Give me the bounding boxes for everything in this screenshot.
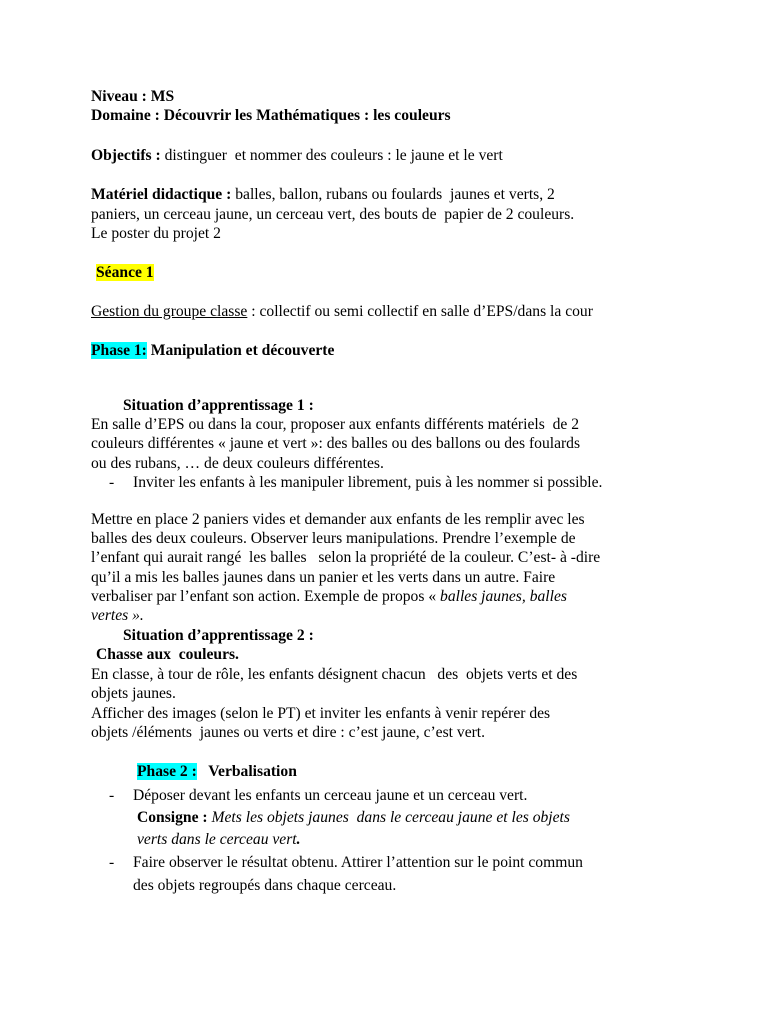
gestion-label: Gestion du groupe classe: [91, 303, 248, 320]
consigne-text-1: Mets les objets jaunes dans le cerceau jaune et les objets: [207, 809, 570, 826]
situation2-title: Situation d’apprentissage 2 :: [123, 627, 314, 644]
situation1-title: Situation d’apprentissage 1 :: [123, 397, 314, 414]
para-italic-balles: balles: [529, 588, 567, 605]
situation1-para-6: vertes ».: [91, 607, 144, 624]
objectifs-label: Objectifs :: [91, 147, 161, 164]
materiel-line-3: Le poster du projet 2: [91, 225, 221, 242]
consigne-line-2: [137, 830, 301, 850]
situation2-line-2: objets jaunes.: [91, 685, 176, 702]
objectifs-line: [91, 146, 503, 166]
domaine-line: Domaine : Découvrir les Mathématiques : les couleurs: [91, 107, 451, 124]
materiel-line-1: [91, 185, 555, 205]
phase2-heading: [137, 762, 297, 782]
phase2-bullet-2-line-2: des objets regroupés dans chaque cerceau.: [133, 877, 397, 894]
materiel-text-1: balles, ballon, rubans ou foulards jaunes et verts, 2: [231, 186, 555, 203]
situation1-para-3: l’enfant qui aurait rangé les balles selon la propriété de la couleur. C’est- à -dire: [91, 549, 601, 566]
phase2-label: Phase 2 :: [137, 763, 197, 780]
consigne-label: Consigne :: [137, 809, 208, 826]
situation1-line-3: ou des rubans, … de deux couleurs différentes.: [91, 455, 384, 472]
phase2-bullet-1: Déposer devant les enfants un cerceau jaune et un cerceau vert.: [133, 787, 528, 804]
situation1-para-1: Mettre en place 2 paniers vides et demander aux enfants de les remplir avec les: [91, 511, 585, 528]
gestion-line: [91, 302, 593, 322]
seance-title: [96, 263, 154, 283]
gestion-text: : collectif ou semi collectif en salle d’EPS/dans la cour: [247, 303, 593, 320]
situation2-line-1: En classe, à tour de rôle, les enfants désignent chacun des objets verts et des: [91, 666, 578, 683]
phase2-bullet-2-line-1: Faire observer le résultat obtenu. Attirer l’attention sur le point commun: [133, 854, 583, 871]
niveau-line: Niveau : MS: [91, 88, 175, 105]
phase2-title: Verbalisation: [196, 763, 297, 780]
situation1-para-5: [91, 587, 567, 607]
phase1-heading: [91, 341, 334, 361]
bullet-dash: -: [109, 787, 115, 804]
objectifs-text: distinguer et nommer des couleurs : le jaune et le vert: [160, 147, 503, 164]
consigne-line-1: [137, 808, 570, 828]
situation1-para-4: qu’il a mis les balles jaunes dans un panier et les verts dans un autre. Faire: [91, 569, 556, 586]
phase1-label: Phase 1:: [91, 342, 147, 359]
consigne-end: .: [296, 831, 301, 848]
situation2-subtitle: Chasse aux couleurs.: [96, 646, 239, 663]
situation2-line-4: objets /éléments jaunes ou verts et dire : c’est jaune, c’est vert.: [91, 724, 486, 741]
bullet-dash: -: [109, 474, 115, 491]
para-italic-yellow: balles jaunes: [440, 588, 522, 605]
para-comma: ,: [521, 588, 530, 605]
consigne-text-2: verts dans le cerceau vert: [137, 831, 297, 848]
situation1-bullet: Inviter les enfants à les manipuler librement, puis à les nommer si possible.: [133, 474, 603, 491]
situation1-line-1: En salle d’EPS ou dans la cour, proposer aux enfants différents matériels de 2: [91, 416, 579, 433]
para-text: verbaliser par l’enfant son action. Exemple de propos «: [91, 588, 441, 605]
situation1-line-2: couleurs différentes « jaune et vert »: des balles ou des ballons ou des foulards: [91, 435, 581, 452]
materiel-label: Matériel didactique :: [91, 186, 232, 203]
bullet-dash: -: [109, 854, 115, 871]
situation1-para-2: balles des deux couleurs. Observer leurs manipulations. Prendre l’exemple de: [91, 530, 576, 547]
materiel-line-2: paniers, un cerceau jaune, un cerceau vert, des bouts de papier de 2 couleurs.: [91, 206, 575, 223]
seance-label: Séance 1: [96, 264, 154, 281]
phase1-title: Manipulation et découverte: [146, 342, 335, 359]
situation2-line-3: Afficher des images (selon le PT) et inviter les enfants à venir repérer des: [91, 705, 551, 722]
